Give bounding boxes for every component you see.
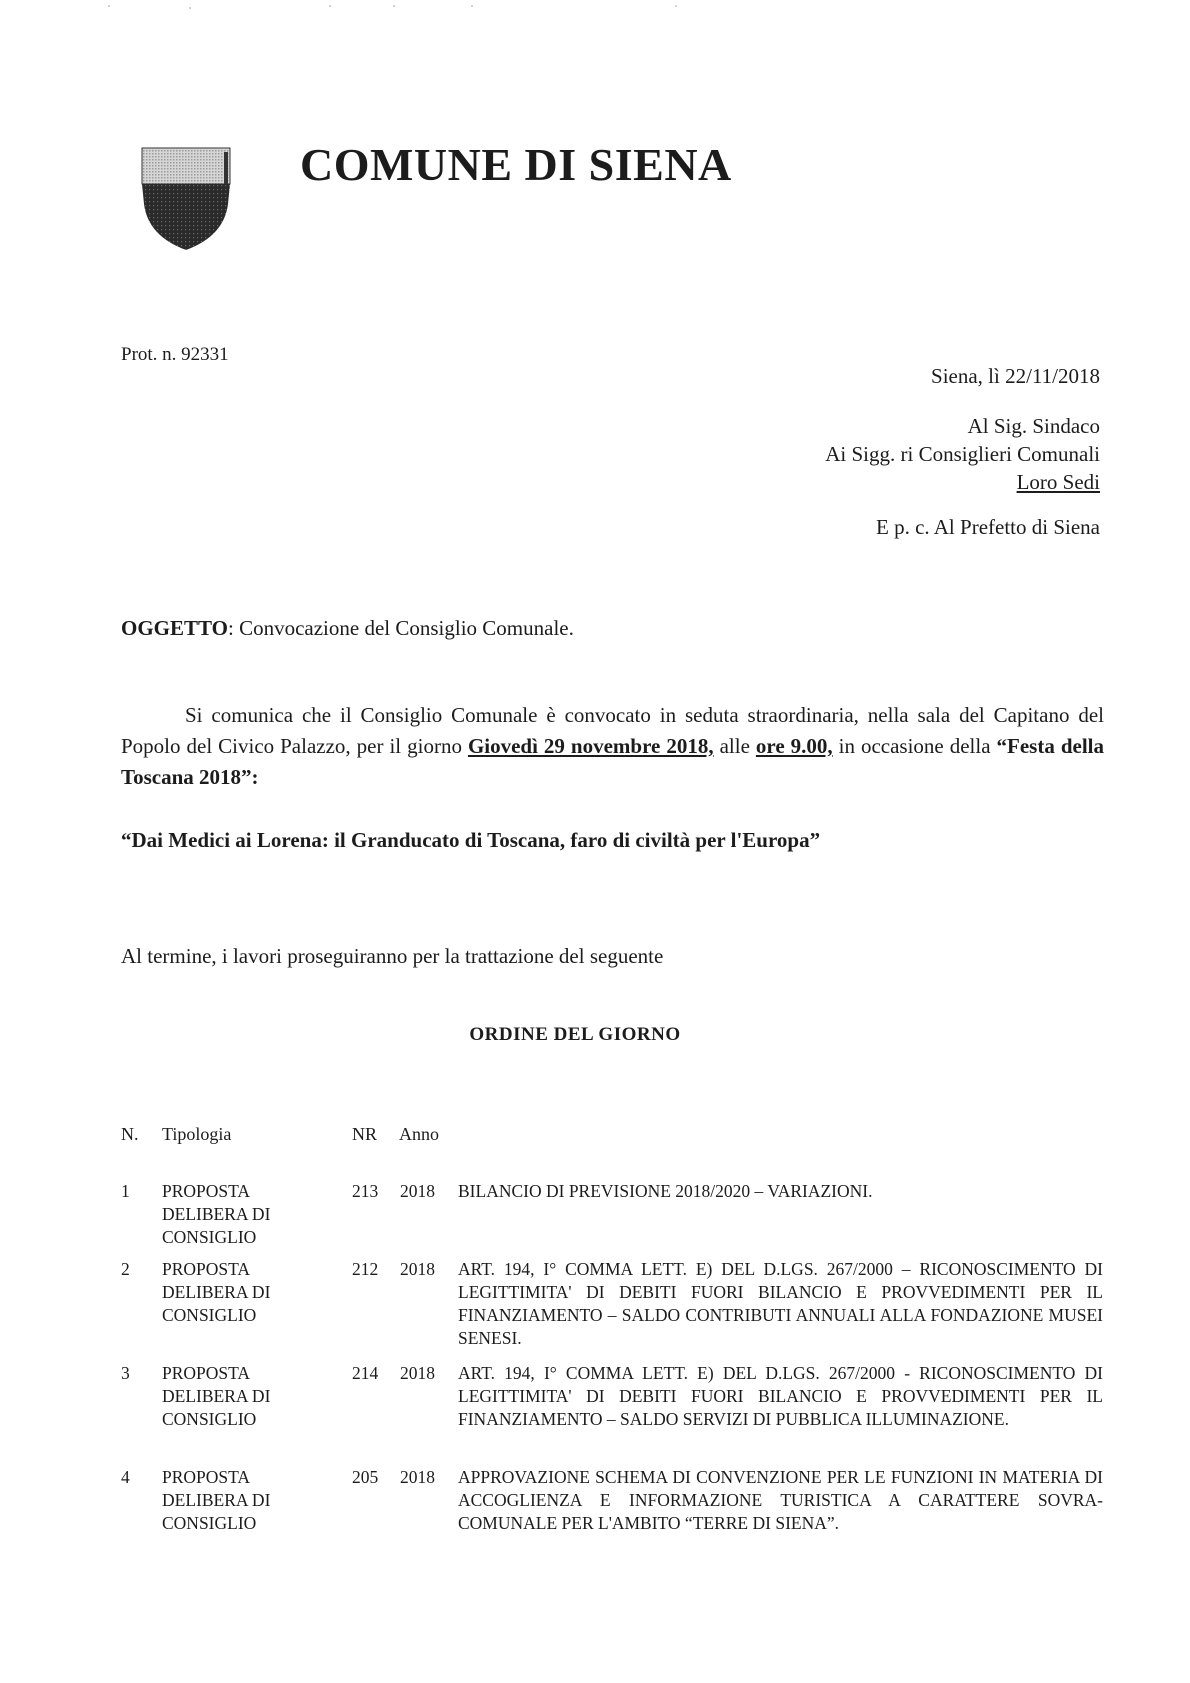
protocol-number: Prot. n. 92331 (121, 344, 229, 365)
event-title-quote: “Dai Medici ai Lorena: il Granducato di Toscana, faro di civiltà per l'Europa” (121, 828, 821, 852)
row-year: 2018 (400, 1363, 435, 1383)
row-number: 3 (121, 1363, 130, 1383)
row-nr: 213 (352, 1181, 379, 1201)
convocation-paragraph (121, 700, 1104, 793)
subject-text: : Convocazione del Consiglio Comunale. (227, 616, 574, 640)
row-type: PROPOSTA DELIBERA DI CONSIGLIO (162, 1259, 271, 1325)
row-year: 2018 (400, 1259, 435, 1279)
row-number: 1 (121, 1181, 130, 1201)
paragraph-text: Si comunica che il Consiglio Comunale è convocato in seduta straordinaria, nella sala del Capitano del Popolo del Civico Palazzo, per il giorno (121, 703, 1104, 758)
column-header: NR (352, 1124, 378, 1144)
row-subject: ART. 194, I° COMMA LETT. E) DEL D.LGS. 267/2000 - RICONOSCIMENTO DI LEGITTIMITA' DI DEBITI FUORI BILANCIO E PROVVEDIMENTI PER IL FINANZIAMENTO – SALDO SERVIZI DI PUBBLICA ILLUMINAZIONE. (458, 1363, 1103, 1429)
column-header: N. (121, 1124, 139, 1144)
event-name: “Festa della Toscana 2018”: (121, 734, 1105, 789)
scan-marks (0, 0, 1190, 12)
cc-line: E p. c. Al Prefetto di Siena (876, 515, 1100, 539)
recipient-line: Ai Sigg. ri Consiglieri Comunali (825, 442, 1100, 466)
row-nr: 214 (352, 1363, 379, 1383)
subject-label: OGGETTO (121, 616, 228, 640)
subject-line (121, 616, 574, 641)
date-line: Siena, lì 22/11/2018 (931, 364, 1100, 388)
row-number: 2 (121, 1259, 130, 1279)
row-subject: ART. 194, I° COMMA LETT. E) DEL D.LGS. 267/2000 – RICONOSCIMENTO DI LEGITTIMITA' DI DEBITI FUORI BILANCIO E PROVVEDIMENTI PER IL FINANZIAMENTO – SALDO CONTRIBUTI ANNUALI ALLA FONDAZIONE MUSEI SENESI. (458, 1259, 1103, 1348)
meeting-time: ore 9.00, (755, 734, 833, 758)
row-year: 2018 (400, 1467, 435, 1487)
organization-title: COMUNE DI SIENA (300, 139, 732, 190)
recipient-line: Al Sig. Sindaco (967, 414, 1100, 438)
paragraph-text: in occasione della (832, 734, 997, 758)
row-nr: 205 (352, 1467, 379, 1487)
recipient-line: Loro Sedi (1016, 470, 1100, 494)
meeting-day: Giovedì 29 novembre 2018, (467, 734, 714, 758)
closing-line: Al termine, i lavori proseguiranno per la trattazione del seguente (121, 944, 664, 968)
recipients-block (825, 412, 1100, 496)
coat-of-arms-icon (140, 144, 232, 252)
row-year: 2018 (400, 1181, 435, 1201)
paragraph-text: alle (713, 734, 756, 758)
row-subject: BILANCIO DI PREVISIONE 2018/2020 – VARIAZIONI. (458, 1181, 873, 1201)
row-type: PROPOSTA DELIBERA DI CONSIGLIO (162, 1467, 271, 1533)
agenda-title (0, 1024, 1190, 1046)
column-header: Tipologia (162, 1124, 232, 1144)
row-subject: APPROVAZIONE SCHEMA DI CONVENZIONE PER LE FUNZIONI IN MATERIA DI ACCOGLIENZA E INFORMAZIONE TURISTICA A CARATTERE SOVRA-COMUNALE PER L'AMBITO “TERRE DI SIENA”. (458, 1467, 1103, 1533)
row-nr: 212 (352, 1259, 379, 1279)
row-number: 4 (121, 1467, 130, 1487)
row-type: PROPOSTA DELIBERA DI CONSIGLIO (162, 1181, 271, 1247)
row-type: PROPOSTA DELIBERA DI CONSIGLIO (162, 1363, 271, 1429)
column-header: Anno (399, 1124, 439, 1144)
agenda-title-text: ORDINE DEL GIORNO (469, 1024, 681, 1045)
